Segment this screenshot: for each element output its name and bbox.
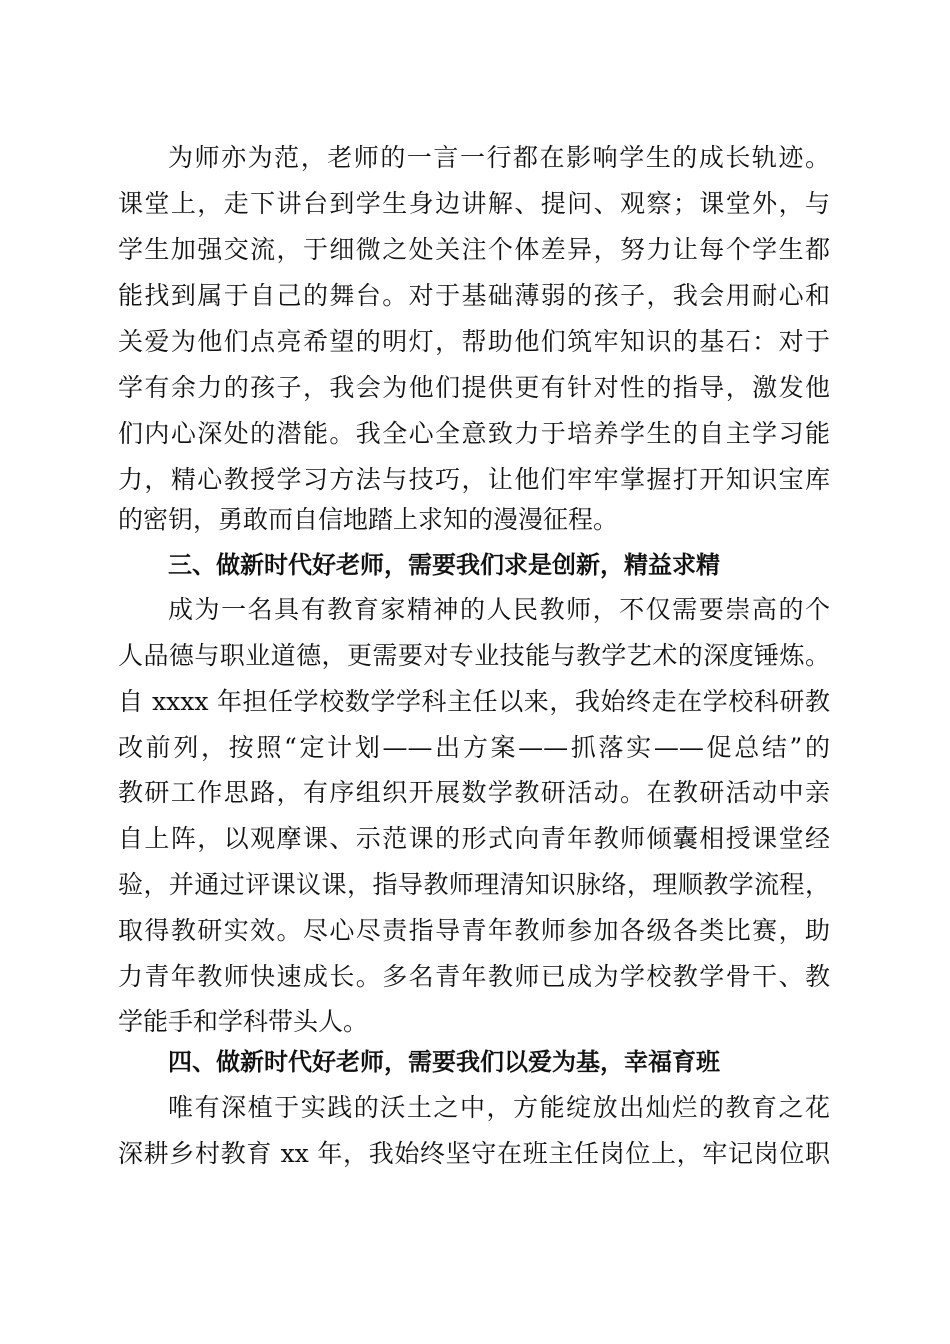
paragraph-line: 学生加强交流，于细微之处关注个体差异，努力让每个学生都 <box>118 235 830 264</box>
paragraph-line: 们内心深处的潜能。我全心全意致力于培养学生的自主学习能 <box>118 419 830 448</box>
paragraph-line: 唯有深植于实践的沃土之中，方能绽放出灿烂的教育之花 <box>168 1093 830 1122</box>
paragraph-line: 力青年教师快速成长。多名青年教师已成为学校教学骨干、教 <box>118 962 830 991</box>
section-heading-3: 三、做新时代好老师，需要我们求是创新，精益求精 <box>168 551 720 579</box>
paragraph-line: 关爱为他们点亮希望的明灯，帮助他们筑牢知识的基石：对于 <box>118 327 830 356</box>
paragraph-line: 改前列，按照“定计划——出方案——抓落实——促总结”的 <box>118 733 830 762</box>
paragraph-line: 人品德与职业道德，更需要对专业技能与教学艺术的深度锤炼。 <box>118 641 830 670</box>
section-heading-4: 四、做新时代好老师，需要我们以爱为基，幸福育班 <box>168 1048 720 1076</box>
paragraph-line: 取得教研实效。尽心尽责指导青年教师参加各级各类比赛，助 <box>118 916 830 945</box>
paragraph-line: 自 xxxx 年担任学校数学学科主任以来，我始终走在学校科研教 <box>118 687 830 716</box>
paragraph-line: 成为一名具有教育家精神的人民教师，不仅需要崇高的个 <box>168 595 830 624</box>
paragraph-line: 课堂上，走下讲台到学生身边讲解、提问、观察；课堂外，与 <box>118 189 830 218</box>
paragraph-line: 为师亦为范，老师的一言一行都在影响学生的成长轨迹。 <box>168 143 830 172</box>
paragraph-line: 自上阵，以观摩课、示范课的形式向青年教师倾囊相授课堂经 <box>118 824 830 853</box>
paragraph-line: 学有余力的孩子，我会为他们提供更有针对性的指导，激发他 <box>118 373 830 402</box>
paragraph-line: 教研工作思路，有序组织开展数学教研活动。在教研活动中亲 <box>118 778 830 807</box>
paragraph-line: 的密钥，勇敢而自信地踏上求知的漫漫征程。 <box>118 505 619 534</box>
paragraph-line: 学能手和学科带头人。 <box>118 1007 369 1036</box>
paragraph-line: 深耕乡村教育 xx 年，我始终坚守在班主任岗位上，牢记岗位职 <box>118 1139 830 1168</box>
paragraph-line: 力，精心教授学习方法与技巧，让他们牢牢掌握打开知识宝库 <box>118 465 830 494</box>
paragraph-line: 能找到属于自己的舞台。对于基础薄弱的孩子，我会用耐心和 <box>118 281 830 310</box>
paragraph-line: 验，并通过评课议课，指导教师理清知识脉络，理顺教学流程， <box>118 870 830 899</box>
